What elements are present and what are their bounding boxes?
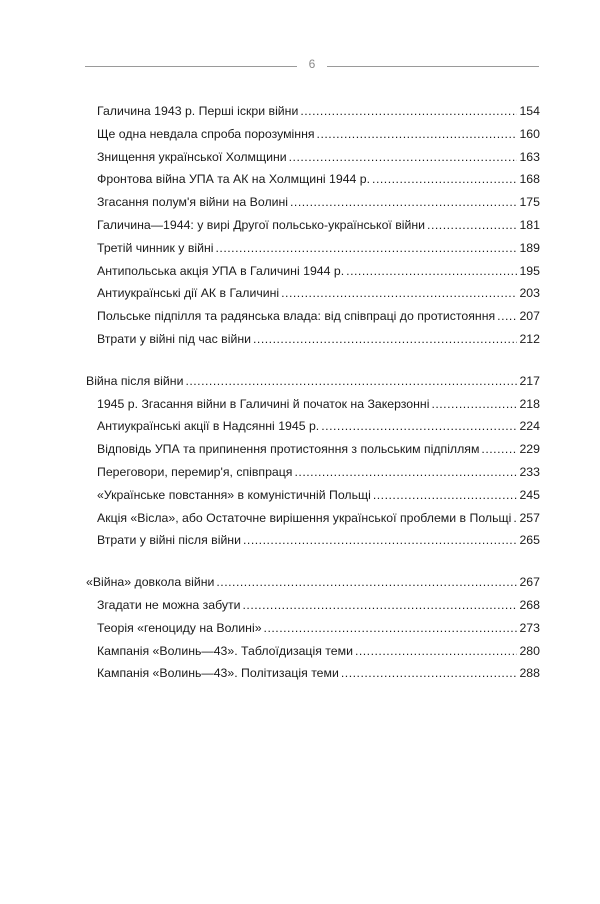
page-number: 6 [308,57,316,71]
entry-title: Акція «Вісла», або Остаточне вирішення української проблеми в Польщі [97,510,512,525]
dot-leader [372,168,517,191]
dot-leader [281,282,517,305]
toc-entry[interactable] [86,214,540,237]
entry-title: Переговори, перемир'я, співпраця [97,464,293,479]
entry-page-number: 268 [519,597,540,612]
entry-page-number: 265 [519,533,540,548]
table-of-contents [86,100,540,685]
entry-title: Антиукраїнські акції в Надсянні 1945 р. [97,419,320,434]
entry-title: Згадати не можна забути [97,597,241,612]
toc-entry[interactable] [86,100,540,123]
entry-page-number: 267 [519,575,540,590]
toc-entry[interactable] [86,260,540,283]
dot-leader [321,415,517,438]
entry-page-number: 245 [519,487,540,502]
toc-entry[interactable] [86,393,540,416]
toc-entry[interactable] [86,594,540,617]
entry-page-number: 207 [519,309,540,324]
dot-leader [513,507,517,530]
entry-title: Війна після війни [86,373,184,388]
dot-leader [317,123,518,146]
entry-title: Антиукраїнські дії АК в Галичині [97,286,280,301]
entry-page-number: 203 [519,286,540,301]
dot-leader [355,640,518,663]
entry-title: Кампанія «Волинь—43». Політизація теми [97,666,339,681]
toc-entry[interactable] [86,146,540,169]
section-gap [86,351,540,370]
entry-title: Галичина 1943 р. Перші іскри війни [97,104,299,118]
dot-leader [497,305,517,328]
section-gap [86,552,540,571]
entry-title: Ще одна невдала спроба порозуміння [97,126,315,141]
toc-entry[interactable] [86,415,540,438]
entry-page-number: 224 [519,419,540,434]
entry-title: Втрати у війні під час війни [97,331,251,346]
dot-leader [290,191,517,214]
toc-entry[interactable] [86,168,540,191]
toc-entry[interactable] [86,484,540,507]
toc-entry[interactable] [86,461,540,484]
entry-page-number: 280 [519,643,540,658]
header-rule-right [327,66,539,67]
entry-page-number: 168 [519,172,540,187]
entry-page-number: 229 [519,442,540,457]
dot-leader [294,461,517,484]
toc-entry[interactable] [86,529,540,552]
dot-leader [427,214,517,237]
dot-leader [289,146,518,169]
toc-entry[interactable] [86,507,540,530]
dot-leader [346,260,517,283]
entry-page-number: 273 [519,620,540,635]
dot-leader [341,662,518,685]
toc-entry[interactable] [86,640,540,663]
toc-entry[interactable] [86,305,540,328]
entry-title: Фронтова війна УПА та АК на Холмщині 1944 р. [97,172,371,187]
entry-page-number: 288 [519,666,540,681]
dot-leader [243,529,517,552]
toc-section-heading[interactable] [86,571,540,594]
entry-title: Втрати у війні після війни [97,533,241,548]
toc-entry[interactable] [86,237,540,260]
dot-leader [216,571,517,594]
entry-title: Відповідь УПА та припинення протистояння з польським підпіллям [97,442,480,457]
dot-leader [243,594,518,617]
dot-leader [215,237,517,260]
entry-page-number: 175 [519,195,540,210]
entry-page-number: 189 [519,240,540,255]
dot-leader [264,617,518,640]
entry-title: «Війна» довкола війни [86,575,215,590]
entry-page-number: 181 [519,217,540,232]
entry-title: Знищення української Холмщини [97,149,287,164]
entry-title: Галичина—1944: у вирі Другої польсько-української війни [97,217,426,232]
toc-entry[interactable] [86,438,540,461]
toc-section-heading[interactable] [86,370,540,393]
entry-title: Теорія «геноциду на Волині» [97,620,262,635]
dot-leader [481,438,517,461]
entry-page-number: 163 [519,149,540,164]
running-header [85,55,539,77]
entry-page-number: 154 [519,104,540,118]
toc-entry[interactable] [86,328,540,351]
entry-title: Третій чинник у війні [97,240,214,255]
toc-entry[interactable] [86,282,540,305]
entry-title: Кампанія «Волинь—43». Таблоїдизація теми [97,643,353,658]
entry-title: Польське підпілля та радянська влада: від співпраці до протистояння [97,309,496,324]
entry-title: 1945 р. Згасання війни в Галичині й початок на Закерзонні [97,396,430,411]
dot-leader [300,100,517,123]
entry-page-number: 160 [519,126,540,141]
entry-page-number: 218 [519,396,540,411]
header-rule-left [85,66,297,67]
dot-leader [185,370,517,393]
toc-entry[interactable] [86,617,540,640]
toc-entry[interactable] [86,662,540,685]
entry-title: «Українське повстання» в комуністичній Польщі [97,487,371,502]
entry-title: Згасання полум'я війни на Волині [97,195,289,210]
dot-leader [253,328,517,351]
dot-leader [373,484,518,507]
entry-page-number: 257 [519,510,540,525]
dot-leader [431,393,517,416]
toc-entry[interactable] [86,123,540,146]
toc-entry[interactable] [86,191,540,214]
entry-page-number: 195 [519,263,540,278]
entry-title: Антипольська акція УПА в Галичині 1944 р. [97,263,345,278]
entry-page-number: 233 [519,464,540,479]
entry-page-number: 217 [519,373,540,388]
entry-page-number: 212 [519,331,540,346]
